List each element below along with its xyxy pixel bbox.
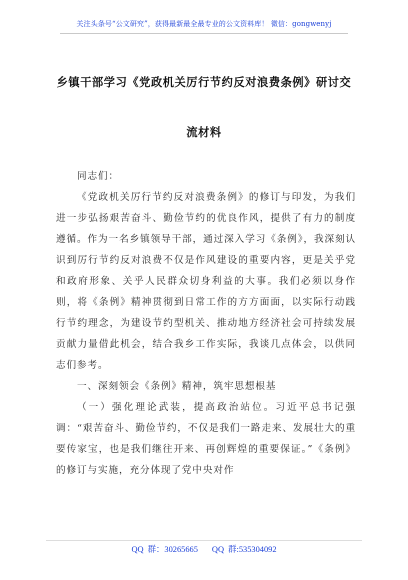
header-divider	[60, 33, 348, 34]
footer-contact	[0, 543, 408, 555]
section-heading-1: 一、深刻领会《条例》精神，筑牢思想根基	[77, 381, 277, 392]
document-title-line-1: 乡镇干部学习《党政机关厉行节约反对浪费条例》研讨交	[56, 75, 352, 89]
body-paragraph-2: （一）强化理论武装，提高政治站位。习近平总书记强调：“艰苦奋斗、勤俭节约，不仅是我们一路走来、发展壮大的重要传家宝，也是我们继往开来、再创辉煌的重要保证。”《条例》的修订与实施，充分体现了党中央对作	[56, 402, 356, 476]
document-title-line-2: 流材料	[186, 125, 222, 139]
document-body	[56, 166, 356, 481]
header-banner[interactable]: 关注头条号“公文研究”，获得最新最全最专业的公文资料库！ 微信：gongwenyj	[76, 20, 332, 28]
body-paragraph-1: 《党政机关厉行节约反对浪费条例》的修订与印发，为我们进一步弘扬艰苦奋斗、勤俭节约的优良作风，提供了有力的制度遵循。作为一名乡镇领导干部，通过深入学习《条例》，我深刻认识到厉行节约反对浪费不仅是作风建设的重要内容，更是关乎党和政府形象、关乎人民群众切身利益的大事。我们必须以身作则，将《条例》精神贯彻到日常工作的方方面面，以实际行动践行节约理念，为建设节约型机关、推动地方经济社会可持续发展贡献力量借此机会，结合我乡工作实际，我谈几点体会，以供同志们参考。	[56, 192, 356, 371]
footer-qq-group-1[interactable]: QQ 群：30265665	[131, 545, 198, 554]
greeting-line: 同志们：	[77, 171, 119, 182]
footer-qq-group-2[interactable]: QQ 群:535304092	[211, 545, 277, 554]
footer-divider	[46, 540, 362, 541]
